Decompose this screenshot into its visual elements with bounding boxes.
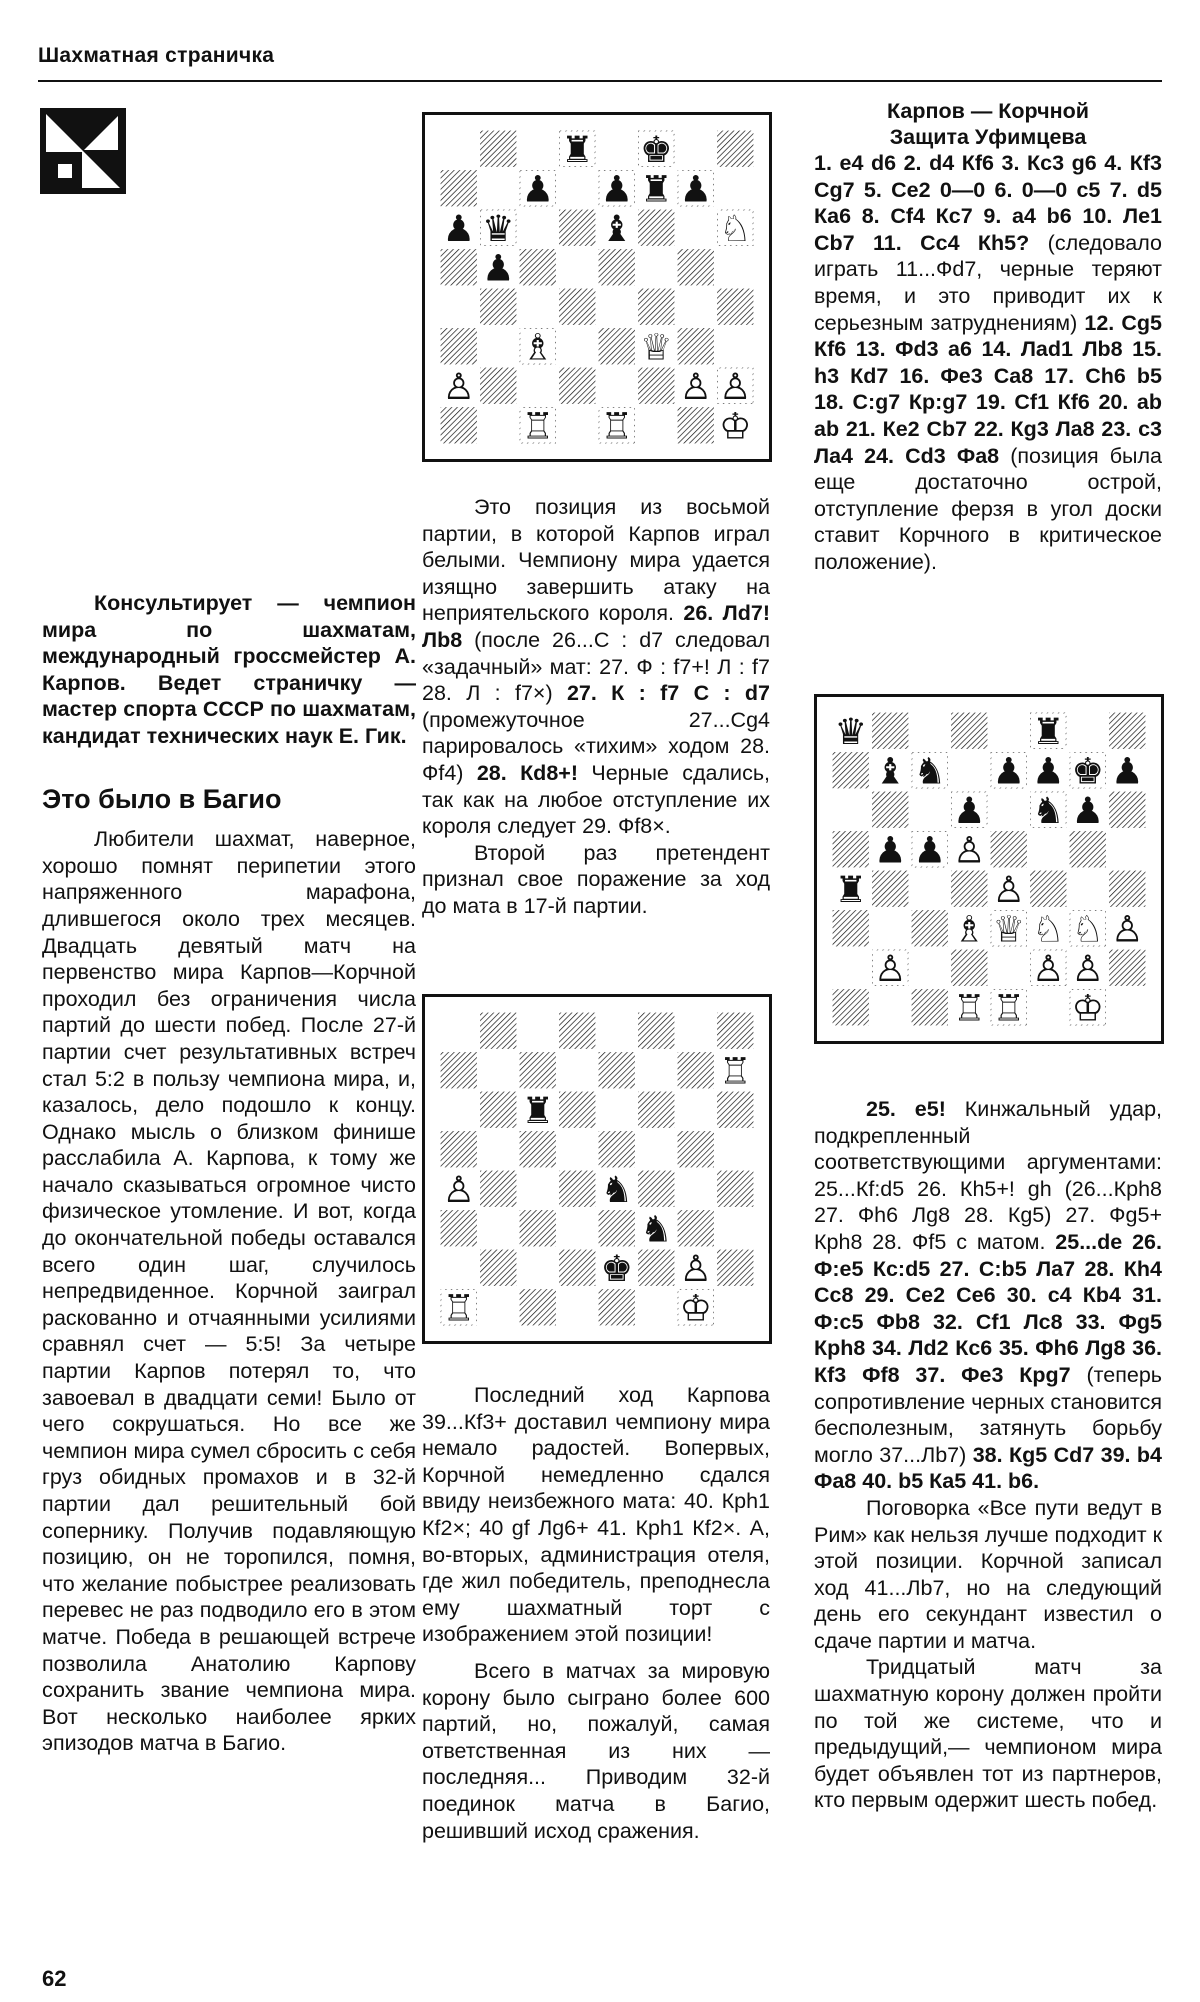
dark-square [872,713,908,749]
dark-square [441,1131,477,1167]
col2-paragraph-2: Второй раз претендент признал свое поражение за ход до мата в 17-й партии. [422,840,770,918]
black-rook-icon [561,129,594,171]
black-bishop-icon [600,207,633,250]
dark-square [520,1210,556,1246]
dark-square [1109,871,1145,907]
white-king-icon [1071,987,1104,1027]
dark-square [678,1210,714,1246]
dark-square [991,831,1027,867]
column-1 [42,590,416,1757]
dark-square [912,989,948,1025]
dark-square [480,1250,516,1286]
col3-paragraph-3: Тридцатый матч за шахматную корону должен пройти по той же системе, что и предыдущий,— чемпионом мира будет объявлен тот из партнеров, кто первым одержит шесть побед. [814,1655,1162,1813]
chess-diagram-3 [814,694,1164,1044]
dark-square [559,368,595,404]
black-pawn-icon [600,168,633,211]
black-knight-icon [600,1168,633,1211]
column-3-upper [814,98,1162,576]
header-rule [38,80,1162,82]
white-pawn-icon [953,829,986,872]
dark-square [912,910,948,946]
white-rook-icon [442,1287,475,1327]
dark-square [678,1052,714,1088]
white-pawn-icon [679,1247,712,1290]
white-knight-icon [1071,908,1104,951]
dark-square [951,713,987,749]
white-pawn-icon [1032,947,1065,990]
black-pawn-icon [913,829,946,872]
dark-square [441,170,477,206]
white-queen-icon [992,908,1025,951]
white-knight-icon [1032,908,1065,951]
white-pawn-icon [1111,908,1144,951]
article-title: Это было в Багио [42,783,282,814]
dark-square [599,1289,635,1325]
dark-square [872,871,908,907]
black-pawn-icon [679,168,712,211]
dark-square [599,1052,635,1088]
dark-square [520,1131,556,1167]
consultant-note: Консультирует — чемпион мира по шахматам, международный гроссмейстер А. Карпов. Ведет страничку — мастер спорта СССР по шахматам, кандидат технических наук Е. Гик. [42,591,416,748]
dark-square [480,131,516,167]
black-knight-icon [1032,789,1065,832]
column-2-upper [422,494,770,920]
dark-square [559,1092,595,1128]
dark-square [678,328,714,364]
black-rook-icon [640,168,673,211]
dark-square [678,1131,714,1167]
dark-square [441,1052,477,1088]
white-bishop-icon [521,326,554,369]
column-3-lower [814,1096,1162,1814]
col2-paragraph-3: Последний ход Карпова 39...Кf3+ доставил чемпиону мира немало радостей. Вопервых, Корчной немедленно сдался ввиду неизбежного мата: 40. Крh1 Кf2×; 40 gf Лg6+ 41. Крh1 Кf2×. А, во-вторых, администрация отеля, где жил победитель, преподнесла ему шахматный торт с изображением этой позиции! [422,1383,770,1647]
dark-square [638,289,674,325]
dark-square [833,752,869,788]
black-pawn-icon [992,750,1025,793]
game-opening: Защита Уфимцева [889,125,1087,149]
dark-square [599,249,635,285]
dark-square [951,950,987,986]
dark-square [717,289,753,325]
dark-square [717,1250,753,1286]
white-pawn-icon [442,1168,475,1211]
game-moves: 1. e4 d6 2. d4 Кf6 3. Кc3 g6 4. Кf3 Сg7 5. Сe2 0—0 6. 0—0 c5 7. d5 Кa6 8. Сf4 Кc7 9. a4 b6 10. Лe1 Сb7 11. Сc4 Кh5? (следовало играть 11...Фd7, черные теряют время, и это приводит их к серьезным затруднениям) 12. Сg5 Кf6 13. Фd3 a6 14. Лad1 Лb8 15. h3 Кd7 16. Фe3 Сa8 17. Сh6 b5 18. С:g7 Кр:g7 19. Сf1 Кf6 20. ab ab 21. Кe2 Сb7 22. Кg3 Лa8 23. c3 Лa4 24. Сd3 Фa8 (позиция была еще достаточно острой, отступление ферзя в угол доски ставит Корчного в критическое положение). [814,151,1162,574]
dark-square [638,1092,674,1128]
black-pawn-icon [442,207,475,250]
page-number: 62 [42,1966,67,1991]
dark-square [441,328,477,364]
dark-square [480,289,516,325]
white-king-icon [719,405,752,445]
black-knight-icon [913,750,946,793]
black-queen-icon [834,711,867,753]
black-king-icon [1071,750,1104,793]
dark-square [678,249,714,285]
black-pawn-icon [1071,789,1104,832]
white-rook-icon [992,987,1025,1027]
chess-diagram-1 [422,112,772,462]
black-rook-icon [834,868,867,911]
white-pawn-icon [992,868,1025,911]
white-bishop-icon [953,908,986,951]
dark-square [599,1131,635,1167]
dark-square [638,1171,674,1207]
col3-paragraph-2: Поговорка «Все пути ведут в Рим» как нельзя лучше подходит к этой позиции. Корчной записал ход 41...Лb7, но на следующий день его секундант известил о сдаче партии и матча. [814,1495,1162,1653]
black-rook-icon [521,1089,554,1132]
dark-square [638,1013,674,1049]
col3-paragraph-1: 25. e5! Кинжальный удар, подкрепленный соответствующими аргументами: 25...Кf:d5 26. Кh5+! gh (26...Крh8 27. Фh6 Лg8 28. Кg5) 27. Фg5+ Крh8 28. Фf5 с матом. 25...de 26. Ф:e5 Кc:d5 27. С:b5 Лa7 28. Кh4 Сc8 29. Сe2 Сe6 30. c4 Кb4 31. Ф:c5 Фb8 32. Сf1 Лc8 33. Фg5 Крh8 34. Лd2 Кc6 35. Фh6 Лg8 36. Кf3 Фf8 37. Фe3 Крg7 (теперь сопротивление черных становится бесполезным, затянуть борьбу могло 37...Лb7) 38. Кg5 Сd7 39. b4 Фa8 40. b5 Кa5 41. b6. [814,1097,1162,1494]
dark-square [717,1013,753,1049]
white-rook-icon [521,405,554,445]
dark-square [833,831,869,867]
white-pawn-icon [874,947,907,990]
dark-square [833,910,869,946]
black-pawn-icon [953,789,986,832]
dark-square [480,1171,516,1207]
dark-square [559,210,595,246]
white-pawn-icon [1071,947,1104,990]
white-queen-icon [640,326,673,369]
dark-square [520,1289,556,1325]
dark-square [951,871,987,907]
dark-square [1070,831,1106,867]
black-pawn-icon [482,247,515,290]
black-king-icon [640,129,673,171]
dark-square [638,1250,674,1286]
dark-square [520,249,556,285]
black-pawn-icon [521,168,554,211]
white-rook-icon [600,405,633,445]
dark-square [559,1013,595,1049]
dark-square [1109,792,1145,828]
dark-square [1109,950,1145,986]
dark-square [1109,713,1145,749]
dark-square [559,1250,595,1286]
white-rook-icon [719,1050,752,1093]
dark-square [480,1092,516,1128]
dark-square [717,1171,753,1207]
chess-diagram-2 [422,994,772,1344]
dark-square [559,289,595,325]
dark-square [678,407,714,443]
white-rook-icon [953,987,986,1027]
col2-paragraph-1: Это позиция из восьмой партии, в которой Карпов играл белыми. Чемпиону мира удается изящно завершить атаку на неприятельского короля. 26. Лd7! Лb8 (после 26...С : d7 следовал «задачный» мат: 27. Ф : f7+! Л : f7 28. Л : f7×) 27. К : f7 С : d7 (промежуточное 27...Сg4 парировалось «тихим» ходом 28. Фf4) 28. Кd8+! Черные сдались, так как на любое отступление их короля следует 29. Фf8×. [422,495,771,839]
section-header: Шахматная страничка [38,44,275,67]
black-bishop-icon [874,750,907,793]
dark-square [480,368,516,404]
dark-square [638,210,674,246]
col2-paragraph-4: Всего в матчах за мировую корону было сыграно более 600 партий, но, пожалуй, самая ответственная из них — последняя... Приводим 32-й поединок матча в Багио, решивший исход сражения. [422,1658,770,1843]
dark-square [599,1210,635,1246]
column-2-lower [422,1382,770,1844]
black-king-icon [600,1247,633,1290]
dark-square [872,792,908,828]
dark-square [638,368,674,404]
dark-square [833,989,869,1025]
dark-square [717,131,753,167]
white-pawn-icon [719,365,752,408]
chess-logo-icon [40,108,126,194]
black-pawn-icon [1111,750,1144,793]
dark-square [599,328,635,364]
white-pawn-icon [442,365,475,408]
white-knight-icon [719,207,752,250]
black-knight-icon [640,1208,673,1251]
dark-square [441,1210,477,1246]
black-pawn-icon [874,829,907,872]
dark-square [480,1013,516,1049]
game-players: Карпов — Корчной [887,99,1089,123]
dark-square [520,1052,556,1088]
dark-square [1030,871,1066,907]
dark-square [717,1092,753,1128]
col1-text: Любители шахмат, наверное, хорошо помнят перипетии этого напряженного марафона, длившегося около трех месяцев. Двадцать девятый матч на первенство мира Карпов—Корчной проходил без ограничения числа партий до шести побед. После 27-й партии счет результативных встреч стал 5:2 в пользу чемпиона мира, и, казалось, дело подошло к концу. Однако мысль о близком финише расслабила А. Карпова, к тому же начало сказываться огромное чисто физическое утомление. И вот, когда до окончательной победы оставался всего один шаг, случилось непредвиденное. Корчной заиграл раскованно и отчаянными усилиями сравнял счет — 5:5! За четыре партии Карпов потерял то, что завоевал в двадцати семи! Было от чего сокрушаться. Но все же чемпион мира сумел сбросить с себя груз обидных промахов и в 32-й партии дал решительный бой сопернику. Получив подавляющую позицию, он не торопился, помня, что желание побыстрее реализовать перевес не раз подводило его в этом матче. Победа в решающей встрече позволила Анатолию Карпову сохранить звание чемпиона мира. Вот несколько наиболее ярких эпизодов матча в Багио. [42,827,416,1756]
black-queen-icon [482,207,515,250]
black-rook-icon [1032,711,1065,753]
dark-square [441,249,477,285]
black-pawn-icon [1032,750,1065,793]
white-pawn-icon [679,365,712,408]
white-king-icon [679,1287,712,1327]
dark-square [441,407,477,443]
dark-square [559,1171,595,1207]
